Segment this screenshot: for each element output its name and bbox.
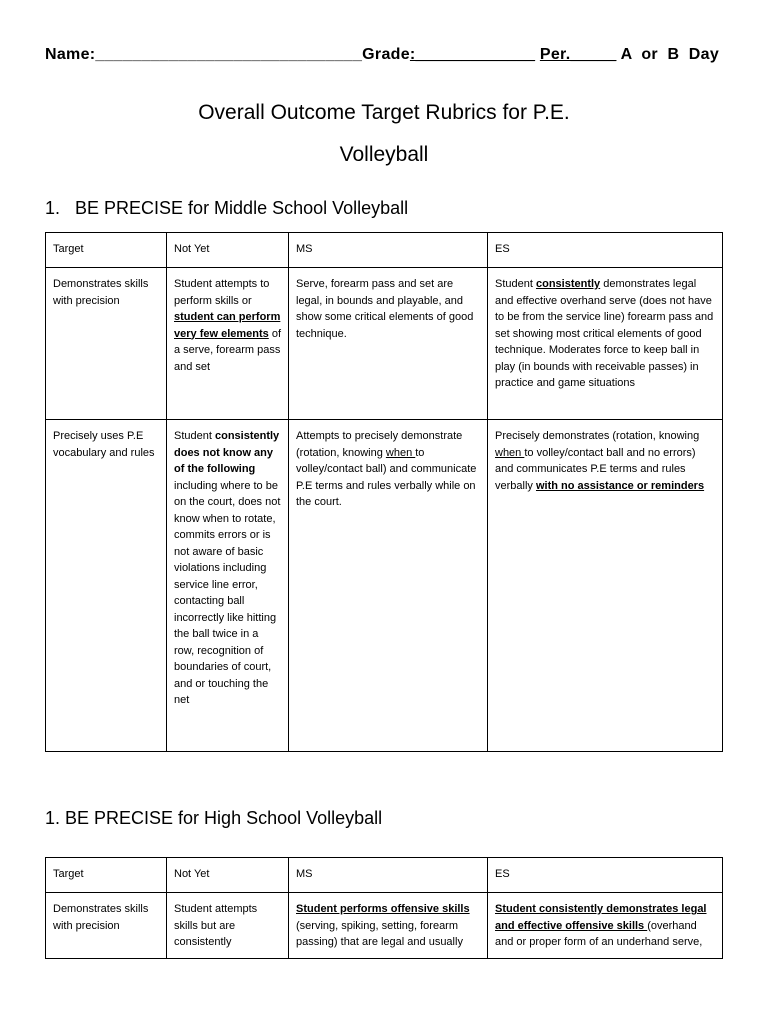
text-run: demonstrates legal and effective overhand serve (does not have to be from the service line) forearm pass and set showing most critical elements of good technique. Moderates force to keep ball in play (in bounds with receivable passes) in practice and game situations — [495, 278, 714, 389]
ms-cell — [289, 893, 488, 959]
text-run: with no assistance or reminders — [535, 479, 705, 492]
text-run: consistently does not know any of the following — [174, 430, 280, 475]
es-cell — [488, 420, 723, 752]
text-run: Student attempts to perform skills or — [174, 278, 270, 307]
column-header: Target — [46, 858, 167, 893]
text-run: (overhand and or proper form of an underhand serve, — [495, 919, 703, 948]
text-run: when — [385, 446, 416, 459]
grade-label: Grade — [362, 46, 410, 63]
text-run: Student consistently demonstrates legal and effective offensive skills — [495, 903, 707, 932]
es-cell — [488, 893, 723, 959]
text-run: Student attempts skills but are consistently — [174, 903, 258, 948]
column-header: MS — [289, 858, 488, 893]
day-options: A or B Day — [620, 46, 720, 63]
text-run: Attempts to precisely demonstrate (rotation, knowing — [296, 430, 463, 459]
text-run: (serving, spiking, setting, forearm passing) that are legal and usually — [296, 919, 463, 948]
rubric-table-middle-school — [45, 232, 723, 752]
rubric-table-high-school — [45, 857, 723, 959]
column-header: Target — [46, 233, 167, 268]
page-title: Overall Outcome Target Rubrics for P.E. — [198, 101, 570, 124]
ms-cell — [289, 420, 488, 752]
section-heading-middle-school: 1. BE PRECISE for Middle School Volleyball — [45, 198, 409, 218]
table-row — [46, 268, 723, 420]
text-run: student can perform very few elements — [174, 311, 281, 340]
name-blank[interactable]: _____________________________ — [95, 46, 363, 63]
text-run: consistently — [535, 278, 601, 290]
page-subtitle: Volleyball — [339, 143, 429, 166]
target-cell: Precisely uses P.E vocabulary and rules — [46, 420, 167, 752]
es-cell — [488, 268, 723, 420]
target-cell: Demonstrates skills with precision — [46, 893, 167, 959]
notyet-cell — [167, 893, 289, 959]
period-blank[interactable]: Per._____ — [539, 46, 617, 63]
grade-blank[interactable]: :_____________ — [409, 46, 536, 63]
notyet-cell — [167, 268, 289, 420]
column-header: MS — [289, 233, 488, 268]
text-run: Student — [495, 278, 536, 290]
target-cell: Demonstrates skills with precision — [46, 268, 167, 420]
table-header-row — [46, 233, 723, 268]
ms-cell — [289, 268, 488, 420]
text-run: including where to be on the court, does not know when to rotate, commits errors or is not aware of basic violations including service line error, contacting ball incorrectly like hitting the ball twice in a row, recognition of boundaries of court, and or touching the net — [174, 479, 281, 706]
text-run: to volley/contact ball) and communicate P.E terms and rules verbally while on the court. — [296, 446, 477, 508]
text-run: when — [495, 446, 525, 459]
name-label: Name: — [45, 46, 96, 63]
column-header: Not Yet — [167, 233, 289, 268]
text-run: Precisely demonstrates (rotation, knowing — [495, 430, 700, 442]
text-run: Student performs offensive skills — [296, 903, 470, 915]
text-run: of a serve, forearm pass and set — [174, 327, 282, 373]
column-header: Not Yet — [167, 858, 289, 893]
text-run: to volley/contact ball and no errors) and communicates P.E terms and rules verbally — [495, 446, 696, 492]
table-row — [46, 893, 723, 959]
notyet-cell — [167, 420, 289, 752]
section-heading-high-school: 1. BE PRECISE for High School Volleyball — [45, 808, 383, 828]
column-header: ES — [488, 858, 723, 893]
table-header-row — [46, 858, 723, 893]
table-row — [46, 420, 723, 752]
text-run: Student — [174, 430, 215, 442]
text-run: Serve, forearm pass and set are legal, in bounds and playable, and show some critical elements of good technique. — [296, 278, 474, 340]
student-info-line — [45, 46, 725, 64]
column-header: ES — [488, 233, 723, 268]
